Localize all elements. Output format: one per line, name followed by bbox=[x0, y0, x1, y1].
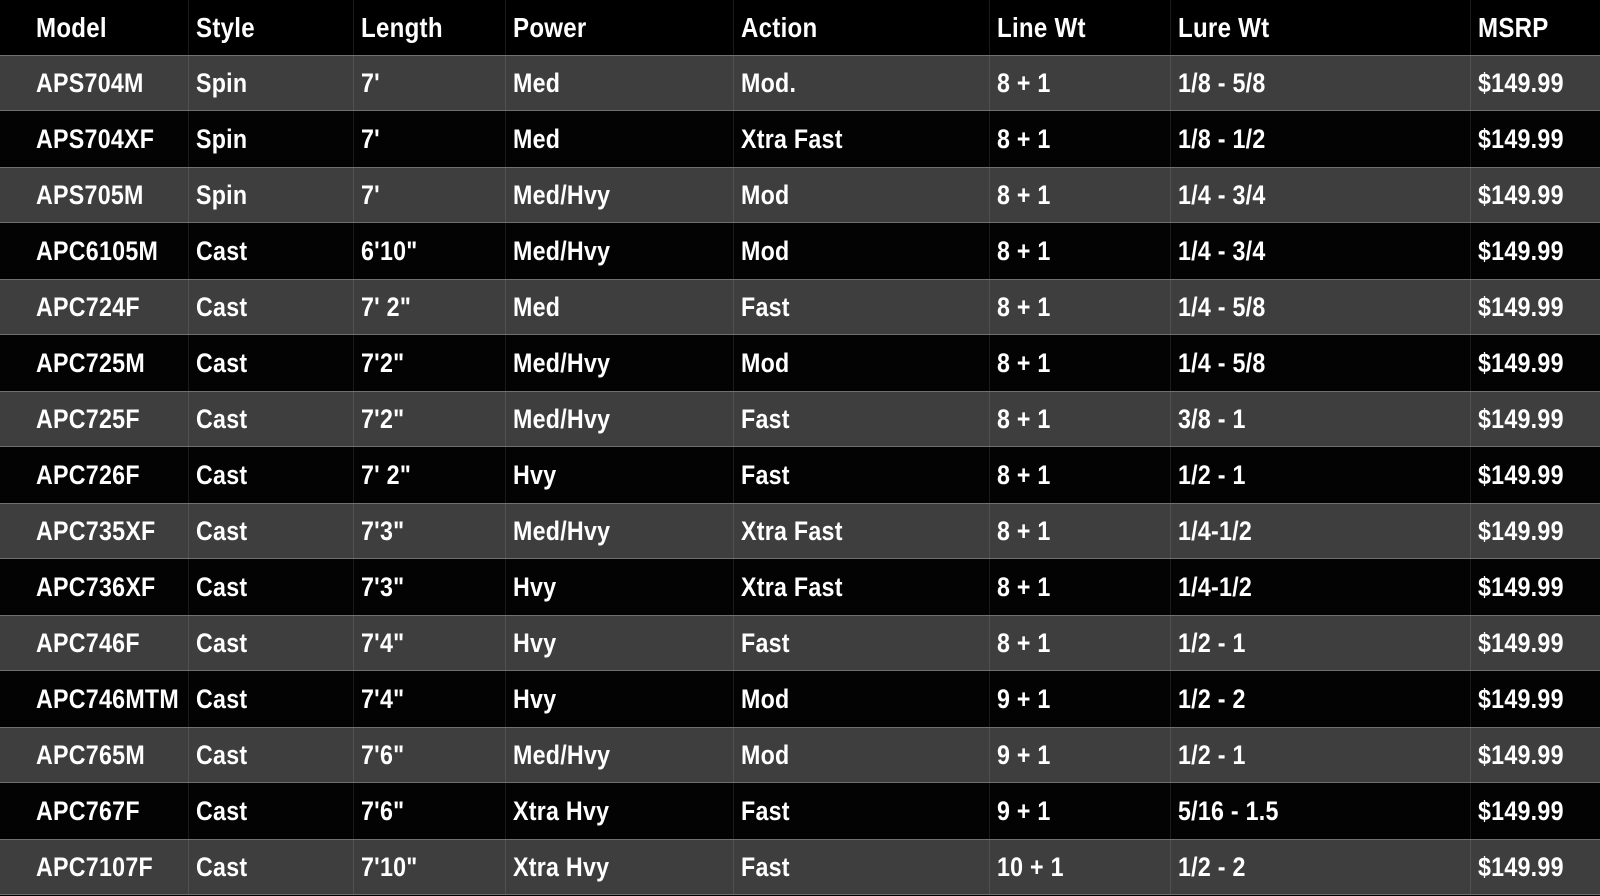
cell-msrp bbox=[1470, 559, 1600, 615]
cell-model bbox=[0, 56, 188, 110]
cell-power bbox=[505, 616, 733, 670]
cell-style bbox=[188, 56, 353, 110]
style-text: Cast bbox=[196, 571, 248, 602]
power-text: Med/Hvy bbox=[513, 403, 611, 434]
column-header-label: Model bbox=[36, 11, 107, 43]
cell-lure-wt bbox=[1170, 504, 1470, 558]
cell-power bbox=[505, 671, 733, 727]
line-wt-text: 8 + 1 bbox=[997, 347, 1051, 378]
cell-length bbox=[353, 280, 505, 334]
column-header-msrp bbox=[1470, 0, 1600, 55]
cell-msrp bbox=[1470, 168, 1600, 222]
length-text: 7' 2" bbox=[361, 291, 412, 322]
action-text: Mod bbox=[741, 683, 790, 714]
action-text: Xtra Fast bbox=[741, 123, 843, 154]
line-wt-text: 8 + 1 bbox=[997, 179, 1051, 210]
lure-wt-text: 5/16 - 1.5 bbox=[1178, 795, 1279, 826]
cell-model bbox=[0, 335, 188, 391]
cell-line-wt bbox=[989, 559, 1170, 615]
table-row bbox=[0, 55, 1600, 111]
cell-length bbox=[353, 783, 505, 839]
cell-msrp bbox=[1470, 616, 1600, 670]
cell-power bbox=[505, 447, 733, 503]
cell-model bbox=[0, 392, 188, 446]
table-row bbox=[0, 783, 1600, 839]
cell-length bbox=[353, 559, 505, 615]
cell-style bbox=[188, 335, 353, 391]
column-header-action bbox=[733, 0, 989, 55]
line-wt-text: 8 + 1 bbox=[997, 571, 1051, 602]
length-text: 7'6" bbox=[361, 795, 405, 826]
cell-msrp bbox=[1470, 783, 1600, 839]
cell-line-wt bbox=[989, 111, 1170, 167]
cell-lure-wt bbox=[1170, 223, 1470, 279]
cell-action bbox=[733, 616, 989, 670]
power-text: Hvy bbox=[513, 683, 557, 714]
msrp-text: $149.99 bbox=[1478, 571, 1564, 602]
cell-action bbox=[733, 671, 989, 727]
cell-length bbox=[353, 671, 505, 727]
style-text: Cast bbox=[196, 795, 248, 826]
style-text: Spin bbox=[196, 179, 248, 210]
power-text: Med bbox=[513, 123, 561, 154]
cell-lure-wt bbox=[1170, 280, 1470, 334]
cell-line-wt bbox=[989, 447, 1170, 503]
cell-lure-wt bbox=[1170, 559, 1470, 615]
action-text: Fast bbox=[741, 459, 790, 490]
cell-power bbox=[505, 840, 733, 894]
cell-msrp bbox=[1470, 447, 1600, 503]
cell-msrp bbox=[1470, 56, 1600, 110]
style-text: Cast bbox=[196, 515, 248, 546]
cell-line-wt bbox=[989, 168, 1170, 222]
lure-wt-text: 1/2 - 2 bbox=[1178, 851, 1246, 882]
msrp-text: $149.99 bbox=[1478, 739, 1564, 770]
cell-line-wt bbox=[989, 616, 1170, 670]
lure-wt-text: 3/8 - 1 bbox=[1178, 403, 1246, 434]
cell-lure-wt bbox=[1170, 783, 1470, 839]
length-text: 7'2" bbox=[361, 347, 405, 378]
model-text: APC735XF bbox=[36, 515, 156, 546]
msrp-text: $149.99 bbox=[1478, 515, 1564, 546]
action-text: Fast bbox=[741, 795, 790, 826]
column-header-label: Action bbox=[741, 11, 818, 43]
line-wt-text: 9 + 1 bbox=[997, 795, 1051, 826]
style-text: Cast bbox=[196, 235, 248, 266]
msrp-text: $149.99 bbox=[1478, 179, 1564, 210]
table-row bbox=[0, 839, 1600, 895]
cell-line-wt bbox=[989, 335, 1170, 391]
cell-style bbox=[188, 559, 353, 615]
cell-power bbox=[505, 504, 733, 558]
line-wt-text: 8 + 1 bbox=[997, 291, 1051, 322]
cell-model bbox=[0, 168, 188, 222]
cell-length bbox=[353, 111, 505, 167]
line-wt-text: 9 + 1 bbox=[997, 739, 1051, 770]
line-wt-text: 8 + 1 bbox=[997, 67, 1051, 98]
length-text: 7'10" bbox=[361, 851, 418, 882]
cell-lure-wt bbox=[1170, 671, 1470, 727]
cell-lure-wt bbox=[1170, 728, 1470, 782]
cell-msrp bbox=[1470, 280, 1600, 334]
model-text: APS705M bbox=[36, 179, 144, 210]
cell-model bbox=[0, 728, 188, 782]
lure-wt-text: 1/2 - 2 bbox=[1178, 683, 1246, 714]
line-wt-text: 10 + 1 bbox=[997, 851, 1064, 882]
cell-style bbox=[188, 783, 353, 839]
cell-length bbox=[353, 392, 505, 446]
cell-style bbox=[188, 616, 353, 670]
cell-style bbox=[188, 168, 353, 222]
line-wt-text: 9 + 1 bbox=[997, 683, 1051, 714]
table-row bbox=[0, 615, 1600, 671]
style-text: Cast bbox=[196, 739, 248, 770]
model-text: APC746F bbox=[36, 627, 140, 658]
cell-line-wt bbox=[989, 223, 1170, 279]
cell-action bbox=[733, 559, 989, 615]
lure-wt-text: 1/4 - 5/8 bbox=[1178, 347, 1266, 378]
column-header-label: Lure Wt bbox=[1178, 11, 1270, 43]
cell-line-wt bbox=[989, 504, 1170, 558]
model-text: APC725F bbox=[36, 403, 140, 434]
model-text: APC725M bbox=[36, 347, 145, 378]
action-text: Mod. bbox=[741, 67, 797, 98]
cell-style bbox=[188, 111, 353, 167]
cell-lure-wt bbox=[1170, 840, 1470, 894]
cell-msrp bbox=[1470, 504, 1600, 558]
table-row bbox=[0, 279, 1600, 335]
cell-power bbox=[505, 280, 733, 334]
action-text: Mod bbox=[741, 179, 790, 210]
cell-model bbox=[0, 783, 188, 839]
action-text: Fast bbox=[741, 851, 790, 882]
lure-wt-text: 1/8 - 1/2 bbox=[1178, 123, 1266, 154]
model-text: APC767F bbox=[36, 795, 140, 826]
msrp-text: $149.99 bbox=[1478, 347, 1564, 378]
cell-style bbox=[188, 392, 353, 446]
cell-action bbox=[733, 504, 989, 558]
table-row bbox=[0, 111, 1600, 167]
msrp-text: $149.99 bbox=[1478, 235, 1564, 266]
cell-action bbox=[733, 223, 989, 279]
cell-length bbox=[353, 840, 505, 894]
cell-length bbox=[353, 504, 505, 558]
power-text: Med bbox=[513, 291, 561, 322]
model-text: APC746MTM bbox=[36, 683, 179, 714]
line-wt-text: 8 + 1 bbox=[997, 459, 1051, 490]
cell-line-wt bbox=[989, 671, 1170, 727]
cell-action bbox=[733, 168, 989, 222]
lure-wt-text: 1/2 - 1 bbox=[1178, 459, 1246, 490]
style-text: Spin bbox=[196, 67, 248, 98]
table-header-row bbox=[0, 0, 1600, 55]
cell-action bbox=[733, 111, 989, 167]
model-text: APC6105M bbox=[36, 235, 159, 266]
cell-length bbox=[353, 616, 505, 670]
cell-action bbox=[733, 783, 989, 839]
style-text: Cast bbox=[196, 851, 248, 882]
cell-lure-wt bbox=[1170, 616, 1470, 670]
column-header-lure-wt bbox=[1170, 0, 1470, 55]
msrp-text: $149.99 bbox=[1478, 683, 1564, 714]
column-header-label: Style bbox=[196, 11, 255, 43]
power-text: Hvy bbox=[513, 459, 557, 490]
model-text: APC724F bbox=[36, 291, 140, 322]
line-wt-text: 8 + 1 bbox=[997, 403, 1051, 434]
table-row bbox=[0, 503, 1600, 559]
model-text: APC726F bbox=[36, 459, 140, 490]
table-row bbox=[0, 335, 1600, 391]
cell-line-wt bbox=[989, 392, 1170, 446]
column-header-length bbox=[353, 0, 505, 55]
length-text: 7' 2" bbox=[361, 459, 412, 490]
table-row bbox=[0, 727, 1600, 783]
cell-msrp bbox=[1470, 223, 1600, 279]
cell-style bbox=[188, 504, 353, 558]
model-text: APC7107F bbox=[36, 851, 153, 882]
cell-power bbox=[505, 111, 733, 167]
length-text: 7' bbox=[361, 123, 380, 154]
line-wt-text: 8 + 1 bbox=[997, 515, 1051, 546]
cell-action bbox=[733, 728, 989, 782]
cell-action bbox=[733, 840, 989, 894]
table-row bbox=[0, 223, 1600, 279]
style-text: Cast bbox=[196, 459, 248, 490]
action-text: Mod bbox=[741, 739, 790, 770]
style-text: Cast bbox=[196, 683, 248, 714]
msrp-text: $149.99 bbox=[1478, 795, 1564, 826]
lure-wt-text: 1/4 - 5/8 bbox=[1178, 291, 1266, 322]
cell-length bbox=[353, 335, 505, 391]
model-text: APC736XF bbox=[36, 571, 156, 602]
cell-power bbox=[505, 783, 733, 839]
action-text: Fast bbox=[741, 291, 790, 322]
lure-wt-text: 1/4-1/2 bbox=[1178, 571, 1253, 602]
cell-style bbox=[188, 671, 353, 727]
cell-power bbox=[505, 56, 733, 110]
column-header-line-wt bbox=[989, 0, 1170, 55]
cell-style bbox=[188, 280, 353, 334]
cell-style bbox=[188, 447, 353, 503]
cell-model bbox=[0, 447, 188, 503]
table-row bbox=[0, 447, 1600, 503]
cell-model bbox=[0, 504, 188, 558]
msrp-text: $149.99 bbox=[1478, 851, 1564, 882]
cell-msrp bbox=[1470, 335, 1600, 391]
action-text: Mod bbox=[741, 347, 790, 378]
cell-model bbox=[0, 223, 188, 279]
cell-lure-wt bbox=[1170, 335, 1470, 391]
cell-action bbox=[733, 335, 989, 391]
action-text: Xtra Fast bbox=[741, 515, 843, 546]
column-header-power bbox=[505, 0, 733, 55]
line-wt-text: 8 + 1 bbox=[997, 627, 1051, 658]
column-header-label: Length bbox=[361, 11, 443, 43]
msrp-text: $149.99 bbox=[1478, 403, 1564, 434]
cell-line-wt bbox=[989, 840, 1170, 894]
table-row bbox=[0, 167, 1600, 223]
cell-msrp bbox=[1470, 111, 1600, 167]
cell-model bbox=[0, 616, 188, 670]
column-header-style bbox=[188, 0, 353, 55]
column-header-label: Line Wt bbox=[997, 11, 1086, 43]
style-text: Cast bbox=[196, 347, 248, 378]
power-text: Med/Hvy bbox=[513, 739, 611, 770]
lure-wt-text: 1/8 - 5/8 bbox=[1178, 67, 1266, 98]
cell-line-wt bbox=[989, 728, 1170, 782]
column-header-label: Power bbox=[513, 11, 587, 43]
lure-wt-text: 1/4-1/2 bbox=[1178, 515, 1253, 546]
cell-model bbox=[0, 111, 188, 167]
style-text: Cast bbox=[196, 291, 248, 322]
lure-wt-text: 1/4 - 3/4 bbox=[1178, 179, 1266, 210]
msrp-text: $149.99 bbox=[1478, 627, 1564, 658]
length-text: 7'2" bbox=[361, 403, 405, 434]
cell-length bbox=[353, 728, 505, 782]
cell-line-wt bbox=[989, 783, 1170, 839]
cell-length bbox=[353, 447, 505, 503]
cell-length bbox=[353, 223, 505, 279]
cell-power bbox=[505, 559, 733, 615]
msrp-text: $149.99 bbox=[1478, 123, 1564, 154]
cell-line-wt bbox=[989, 280, 1170, 334]
table-body bbox=[0, 55, 1600, 895]
action-text: Mod bbox=[741, 235, 790, 266]
lure-wt-text: 1/4 - 3/4 bbox=[1178, 235, 1266, 266]
cell-length bbox=[353, 168, 505, 222]
cell-msrp bbox=[1470, 392, 1600, 446]
cell-model bbox=[0, 280, 188, 334]
length-text: 7'3" bbox=[361, 571, 405, 602]
power-text: Med bbox=[513, 67, 561, 98]
cell-lure-wt bbox=[1170, 392, 1470, 446]
cell-lure-wt bbox=[1170, 168, 1470, 222]
msrp-text: $149.99 bbox=[1478, 459, 1564, 490]
power-text: Med/Hvy bbox=[513, 347, 611, 378]
cell-action bbox=[733, 447, 989, 503]
power-text: Xtra Hvy bbox=[513, 851, 610, 882]
length-text: 7'4" bbox=[361, 683, 405, 714]
style-text: Cast bbox=[196, 627, 248, 658]
line-wt-text: 8 + 1 bbox=[997, 123, 1051, 154]
style-text: Cast bbox=[196, 403, 248, 434]
cell-lure-wt bbox=[1170, 111, 1470, 167]
power-text: Hvy bbox=[513, 571, 557, 602]
action-text: Fast bbox=[741, 627, 790, 658]
cell-style bbox=[188, 223, 353, 279]
cell-length bbox=[353, 56, 505, 110]
power-text: Med/Hvy bbox=[513, 515, 611, 546]
model-text: APS704XF bbox=[36, 123, 155, 154]
length-text: 7'6" bbox=[361, 739, 405, 770]
power-text: Hvy bbox=[513, 627, 557, 658]
model-text: APS704M bbox=[36, 67, 144, 98]
msrp-text: $149.99 bbox=[1478, 291, 1564, 322]
lure-wt-text: 1/2 - 1 bbox=[1178, 627, 1246, 658]
column-header-model bbox=[0, 0, 188, 55]
length-text: 7'3" bbox=[361, 515, 405, 546]
msrp-text: $149.99 bbox=[1478, 67, 1564, 98]
length-text: 7'4" bbox=[361, 627, 405, 658]
cell-model bbox=[0, 840, 188, 894]
length-text: 7' bbox=[361, 179, 380, 210]
length-text: 7' bbox=[361, 67, 380, 98]
action-text: Xtra Fast bbox=[741, 571, 843, 602]
cell-power bbox=[505, 223, 733, 279]
power-text: Xtra Hvy bbox=[513, 795, 610, 826]
cell-action bbox=[733, 280, 989, 334]
cell-lure-wt bbox=[1170, 56, 1470, 110]
model-text: APC765M bbox=[36, 739, 145, 770]
cell-power bbox=[505, 392, 733, 446]
cell-style bbox=[188, 840, 353, 894]
cell-power bbox=[505, 168, 733, 222]
column-header-label: MSRP bbox=[1478, 11, 1549, 43]
cell-model bbox=[0, 671, 188, 727]
cell-msrp bbox=[1470, 728, 1600, 782]
cell-model bbox=[0, 559, 188, 615]
cell-power bbox=[505, 335, 733, 391]
lure-wt-text: 1/2 - 1 bbox=[1178, 739, 1246, 770]
style-text: Spin bbox=[196, 123, 248, 154]
cell-action bbox=[733, 56, 989, 110]
cell-lure-wt bbox=[1170, 447, 1470, 503]
table-row bbox=[0, 559, 1600, 615]
cell-power bbox=[505, 728, 733, 782]
cell-msrp bbox=[1470, 671, 1600, 727]
table-row bbox=[0, 391, 1600, 447]
power-text: Med/Hvy bbox=[513, 235, 611, 266]
cell-style bbox=[188, 728, 353, 782]
length-text: 6'10" bbox=[361, 235, 418, 266]
action-text: Fast bbox=[741, 403, 790, 434]
power-text: Med/Hvy bbox=[513, 179, 611, 210]
cell-line-wt bbox=[989, 56, 1170, 110]
cell-msrp bbox=[1470, 840, 1600, 894]
line-wt-text: 8 + 1 bbox=[997, 235, 1051, 266]
cell-action bbox=[733, 392, 989, 446]
table-row bbox=[0, 671, 1600, 727]
